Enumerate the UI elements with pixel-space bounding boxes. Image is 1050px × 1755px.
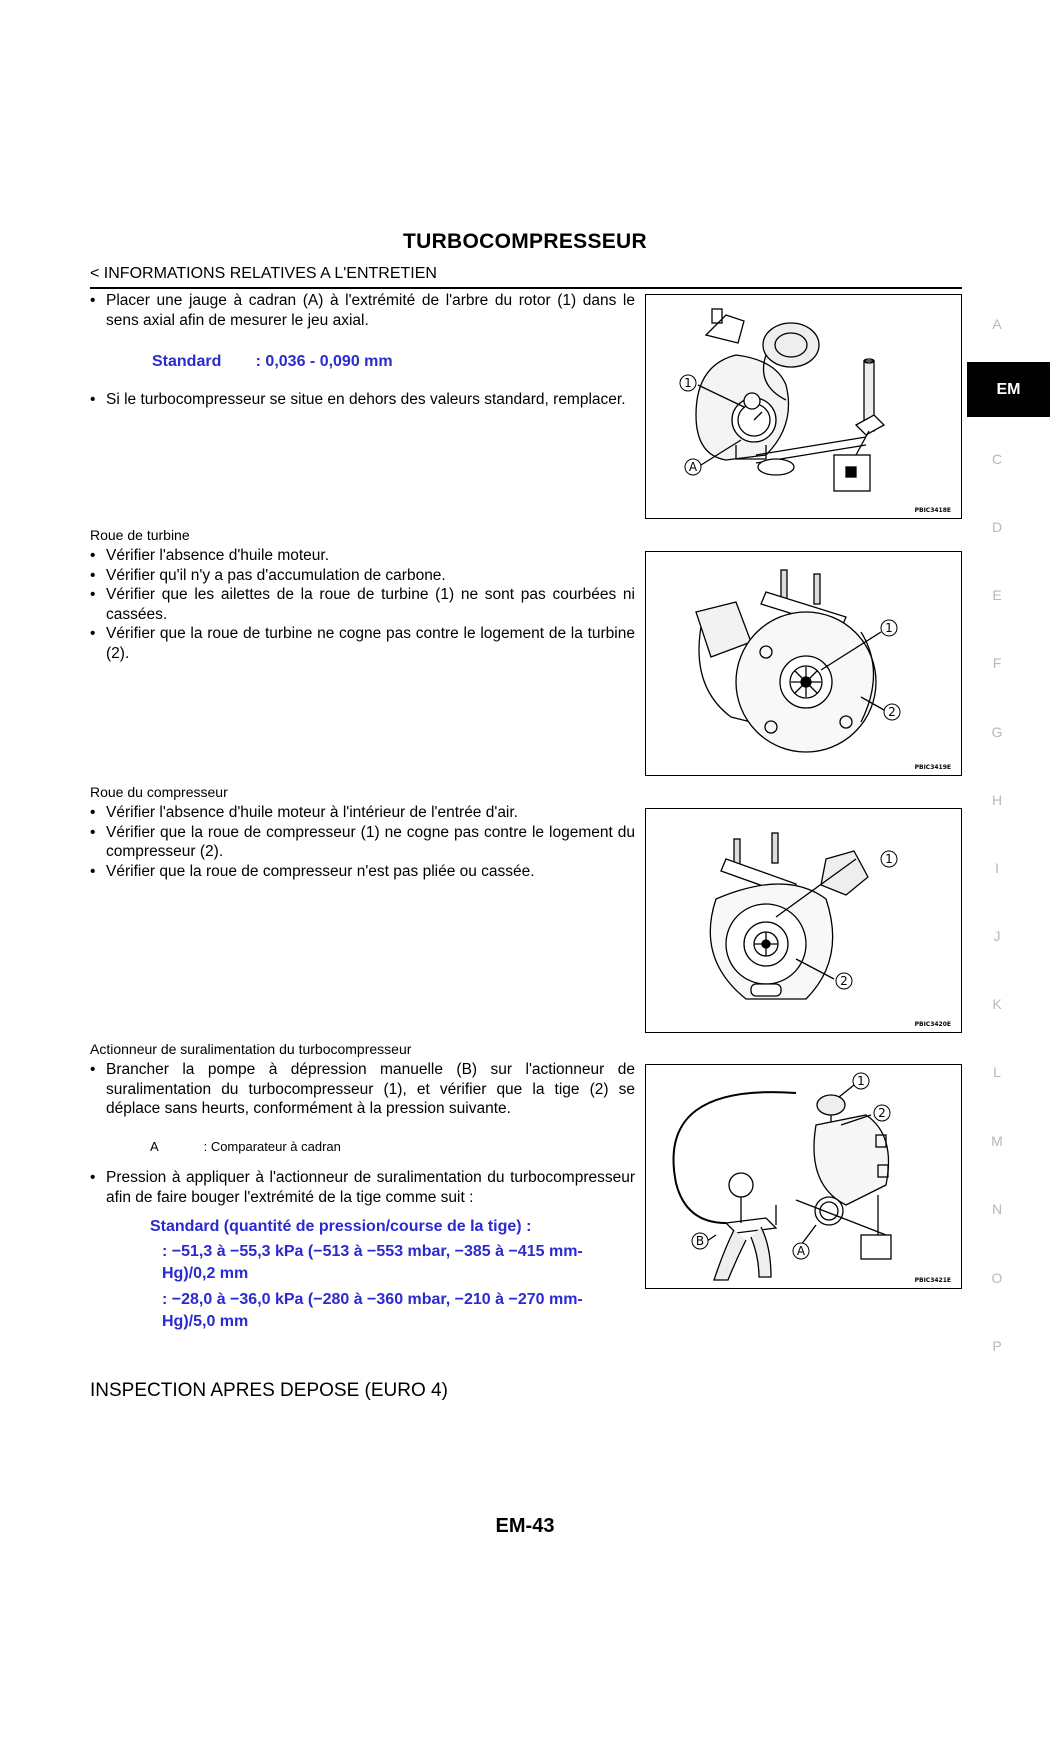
figure-code: PBIC3419E: [914, 764, 951, 771]
section-heading-inspection: INSPECTION APRES DEPOSE (EURO 4): [90, 1380, 448, 1401]
figure-compressor-wheel: [645, 808, 962, 1033]
figure-code: PBIC3418E: [914, 507, 951, 514]
side-tab[interactable]: L: [993, 1064, 1001, 1080]
figure-wastegate-actuator: [645, 1064, 962, 1289]
section4-bullet-2: • Pression à appliquer à l'actionneur de suralimentation du turbocompresseur afin de faire bouger l'extrémité de la tige comme suit :: [90, 1168, 635, 1207]
section2-text: [90, 546, 635, 663]
figure-rotor-end-play: [645, 294, 962, 519]
section2-bullet: • Vérifier l'absence d'huile moteur.: [90, 546, 635, 566]
callout-2: 2: [888, 705, 896, 719]
section3-bullet: • Vérifier que la roue de compresseur n'est pas pliée ou cassée.: [90, 862, 635, 882]
callout-b: B: [695, 1234, 705, 1248]
side-tab[interactable]: I: [995, 860, 999, 876]
callout-1: 1: [857, 1074, 865, 1088]
section1-standard: [152, 352, 635, 372]
side-tab[interactable]: K: [992, 996, 1002, 1012]
section3-bullet: • Vérifier l'absence d'huile moteur à l'intérieur de l'entrée d'air.: [90, 803, 635, 823]
callout-a: A: [688, 460, 698, 474]
section4-value-1: : −51,3 à −55,3 kPa (−513 à −553 mbar, −385 à −415 mm-Hg)/0,2 mm: [162, 1242, 583, 1282]
wastegate-actuator-illustration: [646, 1065, 961, 1288]
breadcrumb-link[interactable]: < INFORMATIONS RELATIVES A L'ENTRETIEN: [90, 265, 437, 282]
section4-standard-label: Standard (quantité de pression/course de la tige) :: [150, 1218, 532, 1235]
side-tab[interactable]: A: [992, 316, 1002, 332]
section3-text: [90, 803, 635, 881]
section4-bullet-1: • Brancher la pompe à dépression manuelle (B) sur l'actionneur de suralimentation du turbocompresseur (1), et vérifier que la tige (2) se déplace sans heurts, conformément à la pression suivante.: [90, 1060, 635, 1119]
section1-bullet-2: • Si le turbocompresseur se situe en dehors des valeurs standard, remplacer.: [90, 390, 635, 410]
section4-text: [90, 1060, 635, 1333]
section1-text: [90, 291, 635, 409]
side-tab[interactable]: C: [991, 451, 1003, 467]
figure-code: PBIC3420E: [914, 1021, 951, 1028]
side-tab[interactable]: H: [991, 792, 1003, 808]
side-tab[interactable]: F: [992, 655, 1002, 671]
section2-bullet: • Vérifier que les ailettes de la roue de turbine (1) ne sont pas courbées ni cassées.: [90, 585, 635, 624]
side-tab[interactable]: E: [992, 587, 1002, 603]
note-text: : Comparateur à cadran: [203, 1138, 341, 1154]
figure-code: PBIC3421E: [914, 1277, 951, 1284]
section1-standard-label: Standard: [152, 353, 222, 370]
section2-bullet: • Vérifier qu'il n'y a pas d'accumulation de carbone.: [90, 566, 635, 586]
side-tab[interactable]: P: [992, 1338, 1002, 1354]
side-tab[interactable]: G: [991, 724, 1003, 740]
side-tab[interactable]: N: [991, 1201, 1003, 1217]
callout-a: A: [796, 1244, 806, 1258]
callout-1: 1: [885, 852, 893, 866]
section1-standard-value: : 0,036 - 0,090 mm: [255, 353, 393, 370]
note-letter: A: [150, 1138, 158, 1154]
section4-value-2: : −28,0 à −36,0 kPa (−280 à −360 mbar, −210 à −270 mm-Hg)/5,0 mm: [162, 1290, 583, 1330]
callout-2: 2: [878, 1106, 886, 1120]
header-rule: [90, 287, 962, 289]
side-tab[interactable]: D: [991, 519, 1003, 535]
section3-heading: Roue du compresseur: [90, 784, 228, 800]
side-tab[interactable]: J: [993, 928, 1001, 944]
page-title: TURBOCOMPRESSEUR: [403, 230, 647, 253]
side-tab[interactable]: M: [991, 1133, 1003, 1149]
section2-bullet: • Vérifier que la roue de turbine ne cogne pas contre le logement de la turbine (2).: [90, 624, 635, 663]
page-number: EM-43: [495, 1515, 555, 1537]
side-tab-active[interactable]: EM: [967, 362, 1050, 417]
section4-note: [150, 1137, 635, 1157]
section1-bullet-1: • Placer une jauge à cadran (A) à l'extrémité de l'arbre du rotor (1) dans le sens axial afin de mesurer le jeu axial.: [90, 291, 635, 330]
compressor-wheel-illustration: [646, 809, 961, 1032]
callout-2: 2: [840, 974, 848, 988]
section2-heading: Roue de turbine: [90, 527, 190, 543]
section4-heading: Actionneur de suralimentation du turbocompresseur: [90, 1041, 412, 1057]
callout-1: 1: [684, 376, 692, 390]
side-tab[interactable]: O: [991, 1270, 1003, 1286]
callout-1: 1: [885, 621, 893, 635]
section3-bullet: • Vérifier que la roue de compresseur (1) ne cogne pas contre le logement du compresseur (2).: [90, 823, 635, 862]
figure-turbine-wheel: [645, 551, 962, 776]
rotor-end-play-illustration: [646, 295, 961, 518]
turbine-wheel-illustration: [646, 552, 961, 775]
